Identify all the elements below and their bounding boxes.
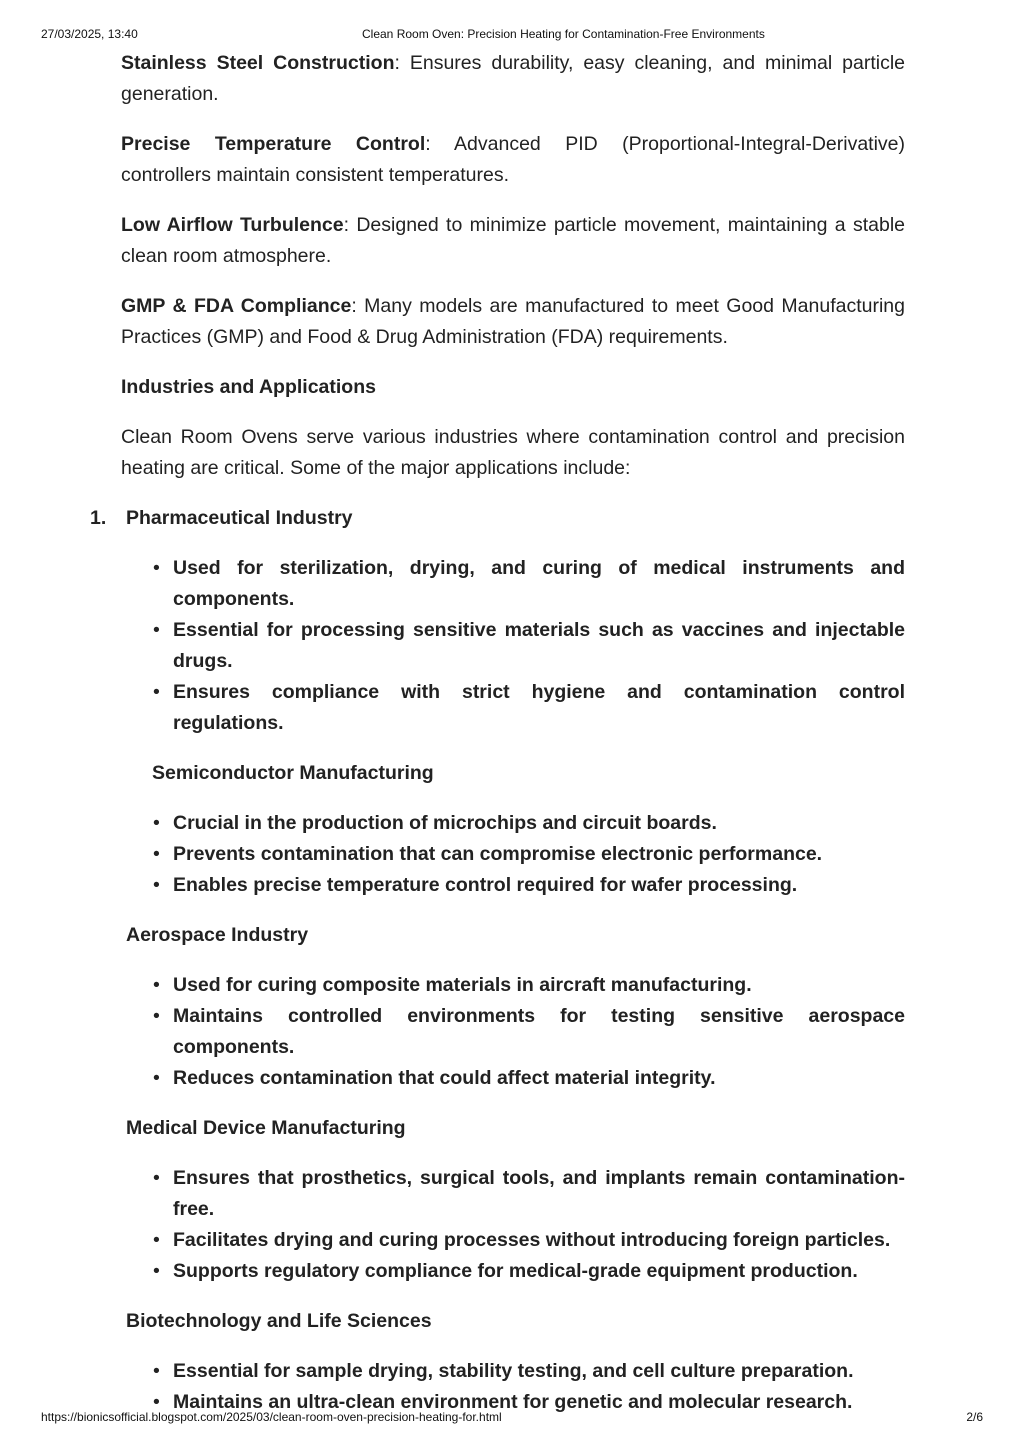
bullet-icon: • <box>153 1229 160 1251</box>
bullet-icon: • <box>153 1167 160 1189</box>
feature-text: : Designed to minimize particle movement, maintaining a stable clean room atmosphere. <box>121 214 905 267</box>
page-url: https://bionicsofficial.blogspot.com/2025/03/clean-room-oven-precision-heating-for.html <box>41 1410 502 1424</box>
print-datetime: 27/03/2025, 13:40 <box>41 27 138 41</box>
feature-paragraph <box>121 129 905 191</box>
feature-label: Precise Temperature Control <box>121 133 426 155</box>
list-item <box>153 870 905 901</box>
list-item-text: Ensures that prosthetics, surgical tools, and implants remain contamination-free. <box>173 1167 905 1220</box>
list-item <box>153 1063 905 1094</box>
list-item-text: Maintains an ultra-clean environment for genetic and molecular research. <box>173 1391 853 1413</box>
industry-section <box>121 1306 905 1418</box>
bullet-icon: • <box>153 1260 160 1282</box>
list-item <box>153 1225 905 1256</box>
bullet-icon: • <box>153 1067 160 1089</box>
feature-paragraph <box>121 291 905 353</box>
section-number: 1. <box>90 507 107 529</box>
list-item <box>153 615 905 677</box>
feature-text: : Advanced PID (Proportional-Integral-Derivative) controllers maintain consistent temperatures. <box>121 133 905 186</box>
section-title: Aerospace Industry <box>126 924 309 946</box>
section-title: Medical Device Manufacturing <box>126 1117 406 1139</box>
section-title: Biotechnology and Life Sciences <box>126 1310 432 1332</box>
list-item-text: Used for sterilization, drying, and curing of medical instruments and components. <box>173 557 905 610</box>
industries-heading: Industries and Applications <box>121 376 376 398</box>
feature-text: : Ensures durability, easy cleaning, and minimal particle generation. <box>121 52 905 105</box>
list-item <box>153 808 905 839</box>
list-item-text: Prevents contamination that can compromise electronic performance. <box>173 843 823 865</box>
list-item <box>153 677 905 739</box>
bullet-icon: • <box>153 974 160 996</box>
list-item-text: Facilitates drying and curing processes without introducing foreign particles. <box>173 1229 891 1251</box>
feature-text: : Many models are manufactured to meet Good Manufacturing Practices (GMP) and Food & Drug Administration (FDA) requirements. <box>121 295 905 348</box>
industry-section <box>90 503 905 739</box>
industry-section <box>121 758 905 901</box>
bullet-list <box>121 970 905 1094</box>
feature-label: GMP & FDA Compliance <box>121 295 352 317</box>
bullet-icon: • <box>153 557 160 579</box>
bullet-icon: • <box>153 619 160 641</box>
list-item-text: Ensures compliance with strict hygiene and contamination control regulations. <box>173 681 905 734</box>
bullet-list <box>121 1163 905 1287</box>
feature-paragraph <box>121 210 905 272</box>
feature-label: Low Airflow Turbulence <box>121 214 344 236</box>
bullet-icon: • <box>153 681 160 703</box>
bullet-list <box>121 1356 905 1418</box>
list-item-text: Maintains controlled environments for testing sensitive aerospace components. <box>173 1005 905 1058</box>
article-body <box>90 48 905 1437</box>
section-title <box>90 503 905 534</box>
bullet-list <box>121 553 905 739</box>
feature-paragraph <box>121 48 905 110</box>
list-item-text: Used for curing composite materials in aircraft manufacturing. <box>173 974 752 996</box>
bullet-icon: • <box>153 843 160 865</box>
list-item <box>153 1163 905 1225</box>
bullet-icon: • <box>153 812 160 834</box>
bullet-icon: • <box>153 1360 160 1382</box>
list-item-text: Essential for sample drying, stability testing, and cell culture preparation. <box>173 1360 854 1382</box>
list-item <box>153 1356 905 1387</box>
industries-intro: Clean Room Ovens serve various industries where contamination control and precision heating are critical. Some of the major applications include: <box>121 426 905 479</box>
page-number: 2/6 <box>966 1410 983 1424</box>
industry-section <box>121 1113 905 1287</box>
bullet-icon: • <box>153 1005 160 1027</box>
list-item-text: Enables precise temperature control required for wafer processing. <box>173 874 798 896</box>
list-item <box>153 553 905 615</box>
list-item <box>153 839 905 870</box>
list-item-text: Reduces contamination that could affect material integrity. <box>173 1067 716 1089</box>
industry-section <box>121 920 905 1094</box>
bullet-list <box>121 808 905 901</box>
bullet-icon: • <box>153 874 160 896</box>
list-item <box>153 1256 905 1287</box>
list-item <box>153 1001 905 1063</box>
section-title: Semiconductor Manufacturing <box>152 762 434 784</box>
print-page-title: Clean Room Oven: Precision Heating for Contamination-Free Environments <box>362 27 765 41</box>
bullet-icon: • <box>153 1391 160 1413</box>
list-item-text: Essential for processing sensitive materials such as vaccines and injectable drugs. <box>173 619 905 672</box>
list-item-text: Crucial in the production of microchips and circuit boards. <box>173 812 717 834</box>
list-item <box>153 970 905 1001</box>
section-title-text: Pharmaceutical Industry <box>126 507 353 529</box>
feature-label: Stainless Steel Construction <box>121 52 395 74</box>
list-item-text: Supports regulatory compliance for medical-grade equipment production. <box>173 1260 858 1282</box>
